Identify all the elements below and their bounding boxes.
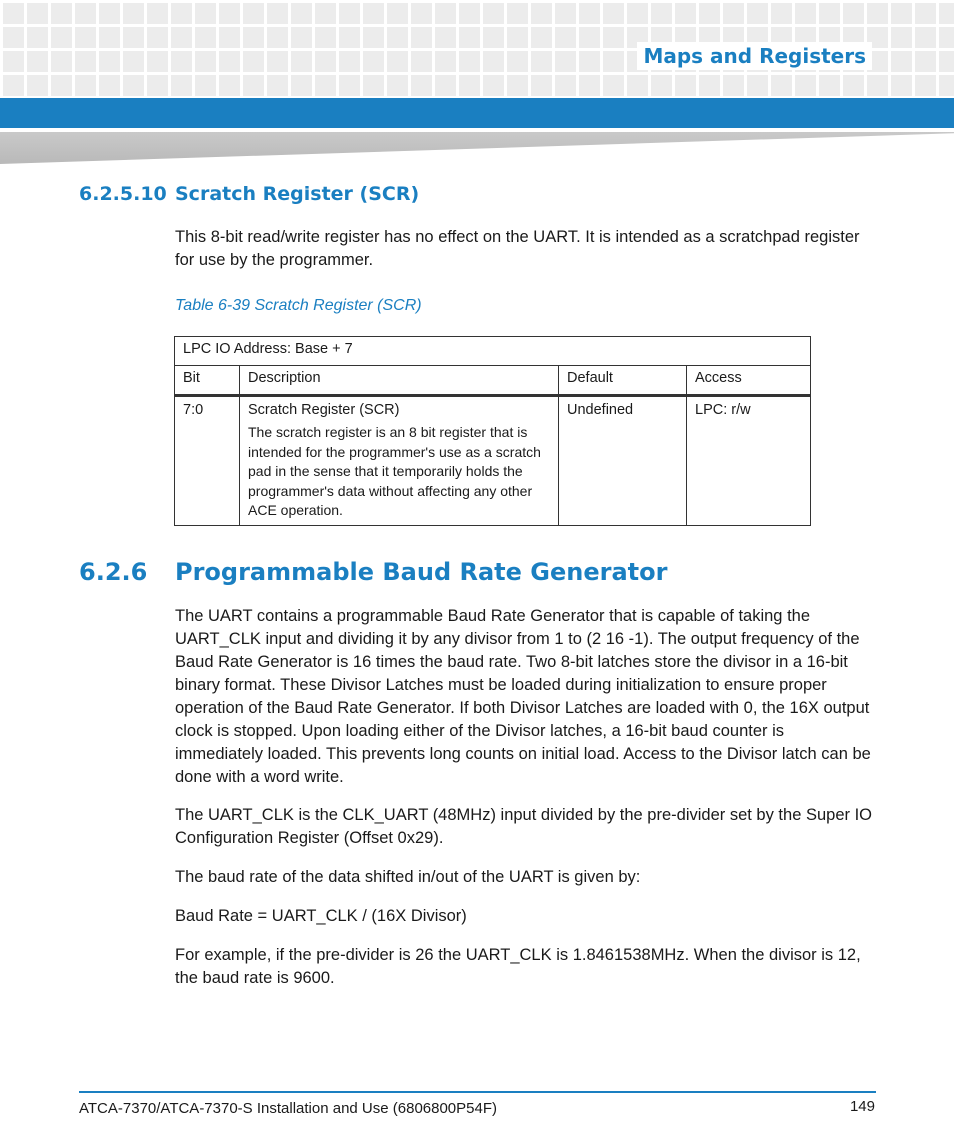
header-tile bbox=[915, 75, 936, 96]
header-tile bbox=[267, 3, 288, 24]
header-tile bbox=[75, 75, 96, 96]
header-tile bbox=[243, 27, 264, 48]
header-tile bbox=[483, 27, 504, 48]
header-tile bbox=[75, 27, 96, 48]
cell-description bbox=[240, 396, 559, 526]
header-tile bbox=[51, 75, 72, 96]
header-tile bbox=[171, 51, 192, 72]
header-tile bbox=[555, 27, 576, 48]
table-address-row bbox=[175, 337, 811, 366]
header-tile bbox=[291, 3, 312, 24]
table-caption: Table 6-39 Scratch Register (SCR) bbox=[175, 297, 422, 314]
header-tile bbox=[507, 75, 528, 96]
header-tile bbox=[555, 3, 576, 24]
header-tile bbox=[339, 75, 360, 96]
header-tile bbox=[171, 27, 192, 48]
header-tile bbox=[483, 51, 504, 72]
header-tile bbox=[795, 3, 816, 24]
header-tile bbox=[411, 75, 432, 96]
header-tile bbox=[195, 3, 216, 24]
header-tile bbox=[291, 27, 312, 48]
header-tile bbox=[123, 75, 144, 96]
header-tile bbox=[459, 51, 480, 72]
header-tile bbox=[939, 27, 954, 48]
header-tile bbox=[867, 3, 888, 24]
header-tile bbox=[99, 27, 120, 48]
header-tile bbox=[771, 75, 792, 96]
header-tile bbox=[507, 3, 528, 24]
header-tile bbox=[339, 3, 360, 24]
header-tile bbox=[819, 75, 840, 96]
header-tile bbox=[267, 51, 288, 72]
header-tile bbox=[219, 75, 240, 96]
header-tile bbox=[579, 75, 600, 96]
header-tile bbox=[675, 75, 696, 96]
header-tile bbox=[915, 3, 936, 24]
header-tile bbox=[411, 51, 432, 72]
header-tile bbox=[243, 3, 264, 24]
section-heading-baud bbox=[79, 558, 667, 586]
header-tile bbox=[891, 75, 912, 96]
header-tile bbox=[51, 3, 72, 24]
section-number: 6.2.6 bbox=[79, 558, 148, 586]
header-tile bbox=[363, 27, 384, 48]
header-tile bbox=[315, 3, 336, 24]
description-title: Scratch Register (SCR) bbox=[248, 402, 400, 418]
header-tile bbox=[603, 3, 624, 24]
header-tile bbox=[27, 27, 48, 48]
header-tile bbox=[555, 51, 576, 72]
header-tile bbox=[747, 75, 768, 96]
header-tile bbox=[531, 3, 552, 24]
header-tile bbox=[3, 75, 24, 96]
section-heading-scr bbox=[79, 183, 419, 205]
header-tile bbox=[411, 27, 432, 48]
header-tile bbox=[483, 75, 504, 96]
header-tile bbox=[99, 75, 120, 96]
header-tile bbox=[891, 27, 912, 48]
header-tile bbox=[939, 75, 954, 96]
header-tile bbox=[387, 3, 408, 24]
baud-formula: Baud Rate = UART_CLK / (16X Divisor) bbox=[175, 907, 467, 925]
header-tile bbox=[195, 75, 216, 96]
header-tile bbox=[891, 51, 912, 72]
header-tile bbox=[795, 75, 816, 96]
header-tile bbox=[939, 3, 954, 24]
header-tile bbox=[531, 27, 552, 48]
header-tile bbox=[363, 51, 384, 72]
header-tile bbox=[3, 27, 24, 48]
header-tile bbox=[171, 75, 192, 96]
header-tile bbox=[27, 75, 48, 96]
scratch-register-table bbox=[174, 336, 811, 526]
header-tile bbox=[747, 3, 768, 24]
header-tile bbox=[339, 27, 360, 48]
footer-page-number: 149 bbox=[849, 1098, 875, 1115]
table-header-row bbox=[175, 366, 811, 396]
header-tile bbox=[99, 51, 120, 72]
header-tile bbox=[603, 75, 624, 96]
header-tile bbox=[27, 3, 48, 24]
header-tile bbox=[843, 75, 864, 96]
baud-paragraph-2: The UART_CLK is the CLK_UART (48MHz) input divided by the pre-divider set by the Super IO Configuration Register (Offset 0x29). bbox=[175, 806, 872, 847]
header-tile bbox=[267, 75, 288, 96]
header-gray-wedge bbox=[0, 132, 954, 164]
footer-document-title: ATCA-7370/ATCA-7370-S Installation and Use (6806800P54F) bbox=[79, 1100, 498, 1117]
cell-bit: 7:0 bbox=[175, 396, 240, 526]
header-tile bbox=[603, 27, 624, 48]
header-tile bbox=[267, 27, 288, 48]
header-tile bbox=[531, 75, 552, 96]
header-tile bbox=[387, 51, 408, 72]
header-tile bbox=[363, 3, 384, 24]
section-title: Programmable Baud Rate Generator bbox=[175, 558, 668, 586]
header-tile bbox=[819, 3, 840, 24]
header-tile bbox=[507, 27, 528, 48]
header-tile bbox=[771, 3, 792, 24]
header-tile bbox=[939, 51, 954, 72]
header-tile bbox=[387, 27, 408, 48]
header-tile bbox=[75, 51, 96, 72]
header-tile bbox=[387, 75, 408, 96]
header-tile bbox=[315, 27, 336, 48]
header-tile bbox=[195, 27, 216, 48]
baud-paragraph-1: The UART contains a programmable Baud Rate Generator that is capable of taking the UART_CLK input and dividing it by any divisor from 1 to (2 16 -1). The output frequency of the Baud Rate Generator is 16 times the baud rate. Two 8-bit latches store the divisor in a 16-bit binary format. These Divisor Latches must be loaded during initialization to ensure proper operation of the Baud Rate Generator. If both Divisor Latches are loaded with 0, the 16X output clock is stopped. Upon loading either of the Divisor latches, a 16-bit baud counter is immediately loaded. This prevents long counts on initial load. Access to the Divisor latch can be done with a word write. bbox=[175, 607, 871, 786]
cell-access: LPC: r/w bbox=[687, 396, 811, 526]
header-tile bbox=[435, 51, 456, 72]
header-tile bbox=[123, 3, 144, 24]
header-tile bbox=[891, 3, 912, 24]
header-tile bbox=[195, 51, 216, 72]
header-tile bbox=[675, 3, 696, 24]
header-tile bbox=[579, 27, 600, 48]
header-tile bbox=[411, 3, 432, 24]
header-tile bbox=[243, 75, 264, 96]
header-tile bbox=[627, 75, 648, 96]
header-tile bbox=[507, 51, 528, 72]
baud-paragraph-3: The baud rate of the data shifted in/out of the UART is given by: bbox=[175, 868, 641, 886]
header-tile bbox=[651, 75, 672, 96]
section-title: Scratch Register (SCR) bbox=[175, 183, 420, 205]
header-tile bbox=[627, 3, 648, 24]
col-header-description: Description bbox=[240, 366, 559, 396]
header-tile bbox=[915, 27, 936, 48]
header-tile bbox=[51, 51, 72, 72]
address-cell: LPC IO Address: Base + 7 bbox=[175, 337, 811, 366]
header-tile bbox=[699, 3, 720, 24]
header-tile bbox=[219, 51, 240, 72]
header-tile bbox=[51, 27, 72, 48]
header-tile bbox=[459, 27, 480, 48]
header-tile bbox=[3, 3, 24, 24]
header-tile bbox=[531, 51, 552, 72]
section-number: 6.2.5.10 bbox=[79, 183, 167, 205]
table-row bbox=[175, 396, 811, 526]
footer-rule bbox=[79, 1091, 876, 1093]
header-tile bbox=[579, 51, 600, 72]
baud-paragraph-example: For example, if the pre-divider is 26 the UART_CLK is 1.8461538MHz. When the divisor is 12, the baud rate is 9600. bbox=[175, 946, 861, 987]
header-tile bbox=[3, 51, 24, 72]
header-blue-band bbox=[0, 98, 954, 128]
col-header-bit: Bit bbox=[175, 366, 240, 396]
header-tile bbox=[363, 75, 384, 96]
header-tile bbox=[459, 3, 480, 24]
header-tile bbox=[123, 51, 144, 72]
header-tile bbox=[699, 75, 720, 96]
header-tile bbox=[147, 3, 168, 24]
header-tile bbox=[579, 3, 600, 24]
col-header-default: Default bbox=[559, 366, 687, 396]
header-tile bbox=[915, 51, 936, 72]
scr-intro-paragraph: This 8-bit read/write register has no effect on the UART. It is intended as a scratchpad register for use by the programmer. bbox=[175, 228, 860, 269]
header-tile bbox=[651, 3, 672, 24]
header-tile bbox=[243, 51, 264, 72]
col-header-access: Access bbox=[687, 366, 811, 396]
header-tile bbox=[75, 3, 96, 24]
header-tile bbox=[291, 75, 312, 96]
header-tile bbox=[27, 51, 48, 72]
header-tile bbox=[867, 75, 888, 96]
description-text: The scratch register is an 8 bit register that is intended for the programmer's use as a scratch pad in the sense that it temporarily holds the programmer's data without affecting any other ACE operation. bbox=[248, 424, 541, 518]
header-tile bbox=[843, 3, 864, 24]
header-tile bbox=[435, 3, 456, 24]
header-tile bbox=[171, 3, 192, 24]
header-tile bbox=[435, 27, 456, 48]
header-tile bbox=[219, 27, 240, 48]
header-tile bbox=[435, 75, 456, 96]
header-tile bbox=[147, 51, 168, 72]
header-tile bbox=[723, 75, 744, 96]
header-tile bbox=[339, 51, 360, 72]
header-tile bbox=[315, 51, 336, 72]
header-tile bbox=[723, 3, 744, 24]
header-tile bbox=[123, 27, 144, 48]
header-tile bbox=[147, 27, 168, 48]
cell-default: Undefined bbox=[559, 396, 687, 526]
header-tile bbox=[99, 3, 120, 24]
header-tile bbox=[483, 3, 504, 24]
header-section-title: Maps and Registers bbox=[637, 42, 872, 70]
header-tile bbox=[555, 75, 576, 96]
header-tile bbox=[459, 75, 480, 96]
header-tile bbox=[603, 51, 624, 72]
header-tile bbox=[315, 75, 336, 96]
header-tile bbox=[219, 3, 240, 24]
header-tile bbox=[291, 51, 312, 72]
header-tile bbox=[147, 75, 168, 96]
